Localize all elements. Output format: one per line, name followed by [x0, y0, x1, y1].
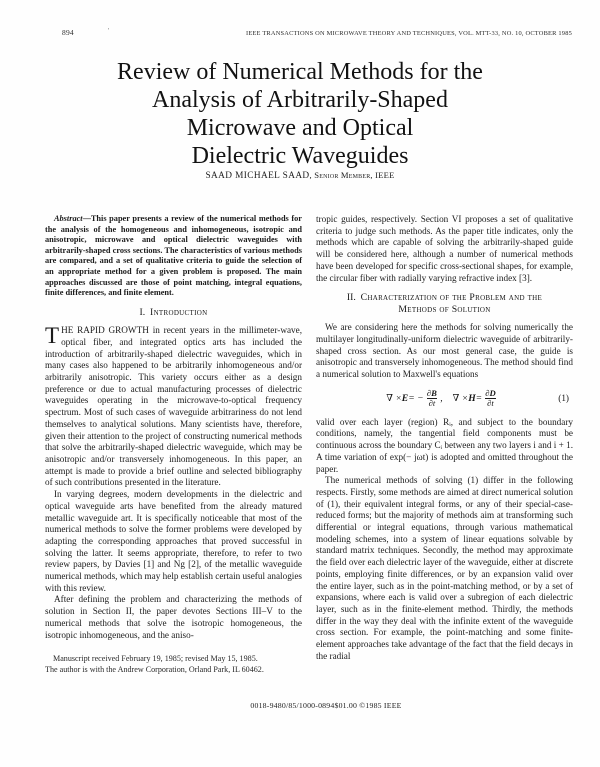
abstract-text: —This paper presents a review of the numerical methods for the analysis of the homogeneous and inhomogeneous, isotropic and anisotropic, microwave and optical dielectric waveguides with arbitrarily-shaped cross sections. The characteristics of various methods are compared, and a set of qualitative criteria to guide the selection of an appropriate method for a given problem is proposed. The main approaches discussed are those of point matching, integral equations, finite differences, and finite element.	[45, 214, 302, 298]
right-column	[316, 214, 573, 675]
section-2-paragraph-3: The numerical methods of solving (1) differ in the following respects. Firstly, some methods are aimed at direct numerical solution of (1), their equivalent integral forms, or any of their special-case-reduced forms; but the majority of methods aim at transforming such differential or integral equations, through various mathematical modeling schemes, into a system of linear equations solvable by standard matrix techniques. Secondly, the method may approximate the field over each dielectric layer of the waveguide, either at discrete points, employing finite differences, or by an expansion valid over the entire layer, such as in the point-matching method, or by a set of expansions, where each is valid over a subregion of each dielectric layer, such as in the finite-element method. Thirdly, the methods differ in the way they deal with the infinite extent of the waveguide cross section. For example, the point-matching and some finite-element approaches take advantage of the fact that the field decays in the radial	[316, 475, 573, 661]
section-2-title-line-1: II. Characterization of the Problem and the	[346, 292, 543, 304]
section-heading-1	[45, 307, 302, 319]
section-1-number: I.	[139, 306, 146, 318]
intro-paragraph-1-text: in recent years in the millimeter-wave, optical fiber, and integrated optics arts has included the introduction of arbitrarily-shaped dielectric waveguides, which in many cases also happened to be arbitrarily inhomogeneous and/or arbitrarily anisotropic. This variety occurs either as a design preference or due to actual manufacturing processes of dielectric waveguides operating in the microwave-to-optical frequency spectrum. Most of such cases of waveguide arbitrariness do not lend themselves to analytical solutions. Many scientists have, therefore, given their attention to the project of constructing numerical methods that solve the arbitrarily-shaped dielectric waveguide, which may be anisotropic and/or transversely inhomogeneous. In this paper, an attempt is made to provide a brief outline and selected bibliography of such contributions presented in the literature.	[45, 325, 302, 488]
abstract-label: Abstract	[54, 214, 83, 223]
nabla-cross-e: ∇ ×	[386, 392, 402, 404]
intro-paragraph-1	[45, 325, 302, 489]
abstract	[45, 214, 302, 299]
section-2-paragraph-2: valid over each layer (region) Rᵢ, and subject to the boundary conditions, namely, the tangential field components must be continuous across the boundary Cᵢ between any two layers i and i + 1. A time variation of exp(− jωt) is adopted and omitted throughout the paper.	[316, 416, 573, 474]
footnote-received: Manuscript received February 19, 1985; revised May 15, 1985.	[53, 654, 258, 664]
paper-title-line-2: Analysis of Arbitrarily-Shaped	[152, 87, 448, 113]
footnote	[45, 654, 302, 675]
maxwell-equations: ∇ × E = − $\frac{\partial B}{\partial t}$ , ∇ × H = $\frac{\partial D}{\partial t}$ (1)	[386, 387, 569, 409]
running-head	[62, 28, 572, 37]
section-2-title-line-2: Methods of Solution	[398, 303, 491, 315]
intro-lead: HE RAPID GROWTH	[61, 325, 149, 336]
journal-header: IEEE TRANSACTIONS ON MICROWAVE THEORY AND TECHNIQUES, VOL. MTT-33, NO. 10, OCTOBER 1985	[246, 30, 572, 37]
intro-paragraph-2: In varying degrees, modern developments in the dielectric and optical waveguide arts have benefited from the already matured metallic waveguide art. It is specifically noticeable that most of the numerical methods to solve the former problems were developed by adapting the corresponding approaches that proved successful in solving the latter. It seems appropriate, therefore, to refer to two review papers, by Davies [1] and Ng [2], of the metallic waveguide numerical methods, which may help establish certain useful analogies with this review.	[45, 489, 302, 593]
drop-cap: T	[45, 323, 60, 349]
scan-artifact: '	[108, 27, 110, 35]
d-field-symbol: D	[489, 387, 496, 398]
footnote-affiliation: The author is with the Andrew Corporation, Orland Park, IL 60462.	[45, 664, 264, 674]
equation-comma: ,	[440, 392, 443, 404]
equation-number: (1)	[558, 392, 569, 403]
paper-title-line-4: Dielectric Waveguides	[191, 143, 409, 169]
section-2-number: II.	[346, 292, 356, 304]
section-1-title: Introduction	[150, 306, 208, 318]
two-column-body	[45, 214, 573, 675]
nabla-cross-h: ∇ ×	[452, 392, 469, 404]
intro-paragraph-3: After defining the problem and characterizing the methods of solution in Section II, the paper devotes Sections III–V to the numerical methods that solve the isotropic homogeneous, the isotropic inhomogeneous, and the aniso-	[45, 594, 302, 640]
author-membership: , Senior Member, IEEE	[309, 170, 395, 180]
left-column	[45, 214, 302, 675]
footer-copyright: 0018-9480/85/1000-0894$01.00 ©1985 IEEE	[250, 701, 402, 710]
section-heading-2	[316, 292, 573, 315]
section-2-paragraph-1: We are considering here the methods for solving numerically the multilayer longitudinally-uniform dielectric waveguide of arbitrarily-shaped cross section. As our most general case, the guide is anisotropic and transversely inhomogeneous. The method should find a numerical solution to Maxwell's equations	[316, 322, 573, 380]
b-field-symbol: B	[431, 387, 437, 398]
fraction-dB-dt: $\frac{\partial B}{\partial t}$	[426, 387, 437, 409]
e-field-symbol: E	[401, 392, 409, 404]
page-number: 894	[62, 28, 74, 37]
paper-title-line-1: Review of Numerical Methods for the	[117, 59, 483, 85]
author-name: SAAD MICHAEL SAAD	[205, 171, 310, 181]
author-line	[0, 170, 600, 181]
paper-title	[0, 58, 600, 170]
h-field-symbol: H	[468, 392, 476, 404]
fraction-dD-dt: $\frac{\partial D}{\partial t}$	[485, 387, 496, 409]
intro-continued-paragraph: tropic guides, respectively. Section VI proposes a set of qualitative criteria to judge such methods. As the paper title indicates, only the methods which are capable of solving the arbitrarily-shaped guide will be considered here, although a number of numerical methods have been developed for specific cross-sectional shapes, for example, the circular fiber with radially varying refractive index [3].	[316, 214, 573, 283]
paper-title-line-3: Microwave and Optical	[186, 115, 414, 141]
